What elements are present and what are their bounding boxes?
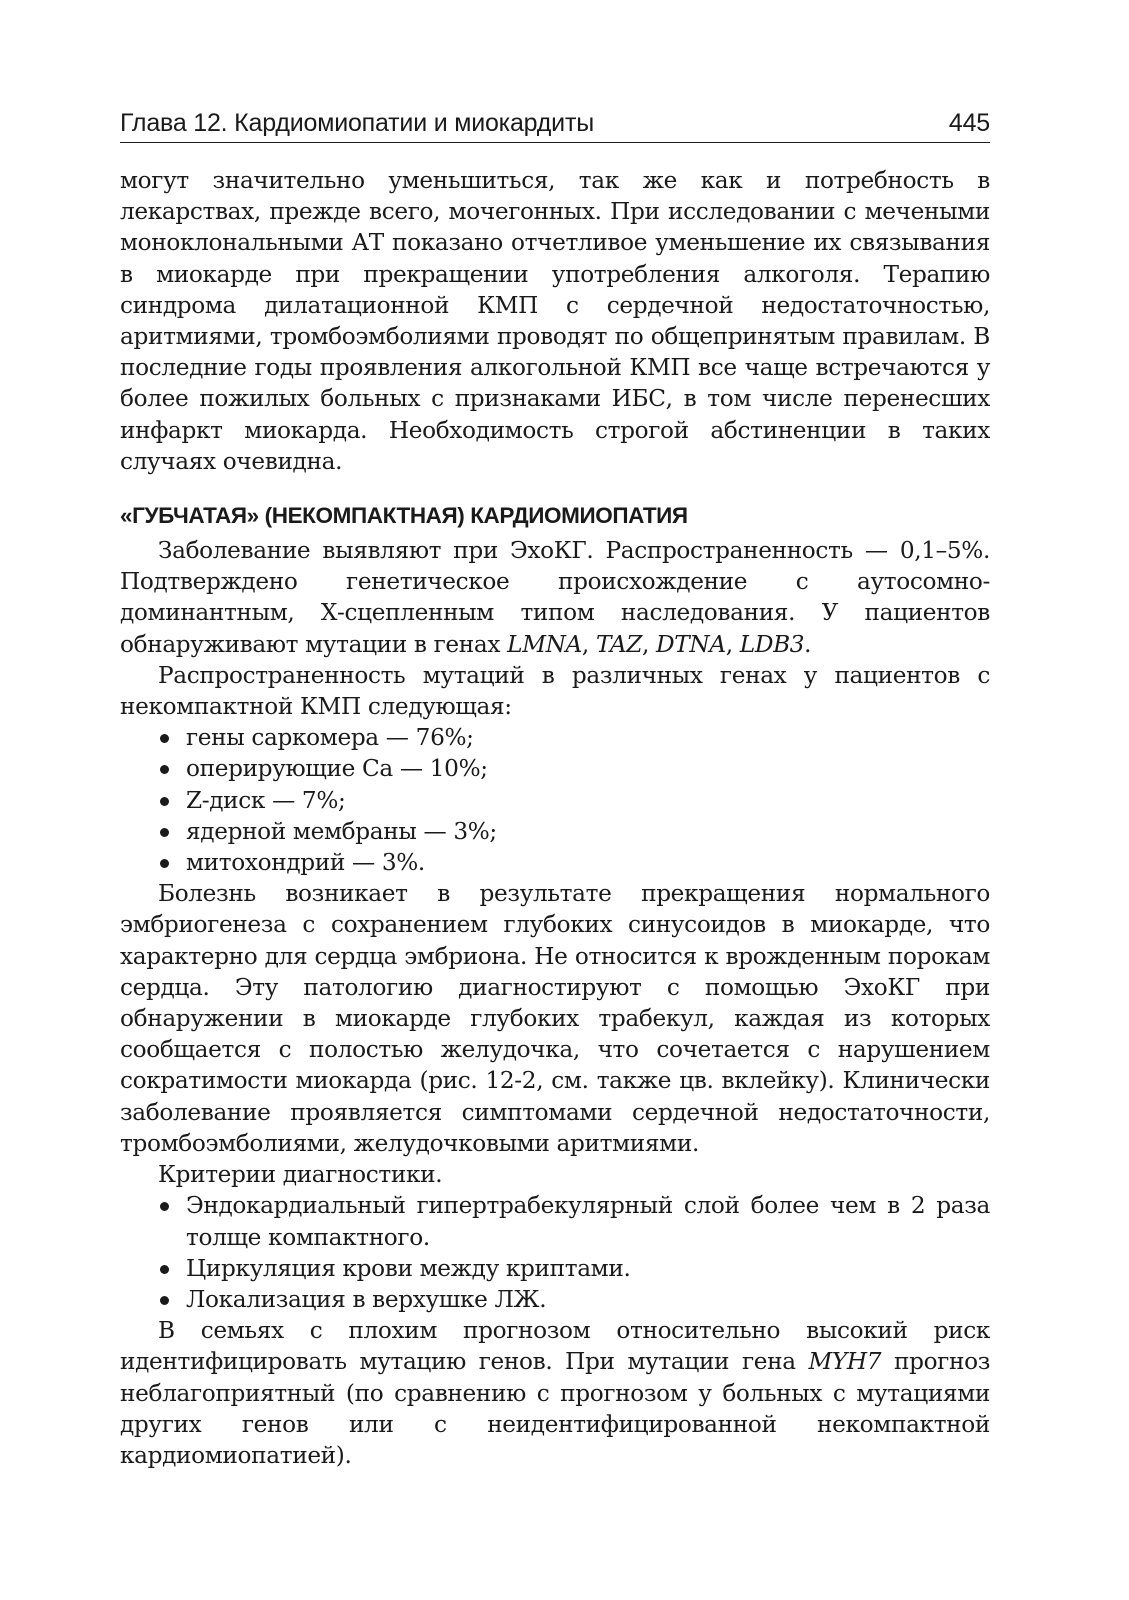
list-item (120, 816, 990, 847)
book-page (120, 108, 990, 1471)
list-item-text: оперирующие Ca — 10%; (186, 755, 488, 783)
gene-name: LMNA (507, 630, 582, 658)
gene-separator: , (641, 630, 657, 658)
section-heading: «ГУБЧАТАЯ» (НЕКОМПАКТНАЯ) КАРДИОМИОПАТИЯ (120, 503, 688, 529)
list-item-text: ядерной мембраны — 3%; (186, 817, 497, 845)
list-item-text: Z-диск — 7%; (186, 786, 346, 814)
bullet-icon (160, 765, 169, 774)
list-item (120, 722, 990, 753)
list-item-text: Локализация в верхушке ЛЖ. (186, 1285, 547, 1313)
paragraph-detection-text: Заболевание выявляют при ЭхоКГ. Распространенность — 0,1–5%. Подтверждено генетическое происхождение с аутосомно-доминантным, Х-сцепленным типом наследования. У пациентов обнаруживают мутации в генах (120, 537, 990, 658)
list-item (120, 847, 990, 878)
paragraph-disease: Болезнь возникает в результате прекращения нормального эмбриогенеза с сохранением глубоких синусоидов в миокарде, что характерно для сердца эмбриона. Не относится к врожденным порокам сердца. Эту патологию диагностируют с помощью ЭхоКГ при обнаружении в миокарде глубоких трабекул, каждая из которых сообщается с полостью желудочка, что сочетается с нарушением сократимости миокарда (рис. 12-2, см. также цв. вклейку). Клинически заболевание проявляется симптомами сердечной недостаточности, тромбоэмболиями, желудочковыми аритмиями. (120, 880, 990, 1157)
list-item-text: Циркуляция крови между криптами. (186, 1254, 631, 1282)
paragraph-prognosis (120, 1315, 990, 1471)
gene-separator: , (581, 630, 596, 658)
bullet-icon (160, 797, 169, 806)
gene-name: MYH7 (808, 1348, 882, 1376)
paragraph-prognosis-end: прогноз неблагоприятный (по сравнению с прогнозом у больных с мутациями других генов или с неидентифицированной некомпактной кардиомиопатией). (120, 1348, 990, 1469)
bullet-icon (160, 859, 169, 868)
chapter-title: Глава 12. Кардиомиопатии и миокардиты (120, 109, 594, 137)
list-item (120, 1190, 990, 1252)
list-item (120, 1284, 990, 1315)
list-item (120, 1253, 990, 1284)
list-item-text: Эндокардиальный гипертрабекулярный слой более чем в 2 раза толще компактного. (186, 1192, 990, 1251)
sentence-end: . (804, 630, 812, 658)
intro-paragraph: могут значительно уменьшиться, так же как и потребность в лекарствах, прежде всего, мочегонных. При исследовании с мечеными моноклональными АТ показано отчетливое уменьшение их связывания в миокарде при прекращении употребления алкоголя. Терапию синдрома дилатационной КМП с сердечной недостаточностью, аритмиями, тромбоэмболиями проводят по общепринятым правилам. В последние годы проявления алкогольной КМП все чаще встречаются у более пожилых больных с признаками ИБС, в том числе перенесших инфаркт миокарда. Необходимость строгой абстиненции в таких случаях очевидна. (120, 167, 990, 475)
paragraph-prevalence: Распространенность мутаций в различных генах у пациентов с некомпактной КМП следующая: (120, 661, 990, 721)
paragraph-criteria: Критерии диагностики. (158, 1161, 443, 1189)
page-body (120, 165, 990, 1471)
gene-name: DTNA (656, 630, 726, 658)
paragraph-prognosis-text: В семьях с плохим прогнозом относительно высокий риск идентифицировать мутацию генов. При мутации гена (120, 1317, 990, 1376)
gene-name: LDB3 (739, 630, 805, 658)
prevalence-list (120, 722, 990, 878)
bullet-icon (160, 734, 169, 743)
bullet-icon (160, 1202, 169, 1211)
page-number: 445 (948, 109, 990, 137)
list-item-text: митохондрий — 3%. (186, 849, 425, 877)
running-header (120, 108, 990, 143)
gene-name: TAZ (595, 630, 642, 658)
criteria-list (120, 1190, 990, 1315)
list-item (120, 785, 990, 816)
paragraph-detection (120, 535, 990, 660)
bullet-icon (160, 1265, 169, 1274)
list-item-text: гены саркомера — 76%; (186, 724, 474, 752)
gene-separator: , (725, 630, 740, 658)
bullet-icon (160, 828, 169, 837)
bullet-icon (160, 1296, 169, 1305)
list-item (120, 753, 990, 784)
